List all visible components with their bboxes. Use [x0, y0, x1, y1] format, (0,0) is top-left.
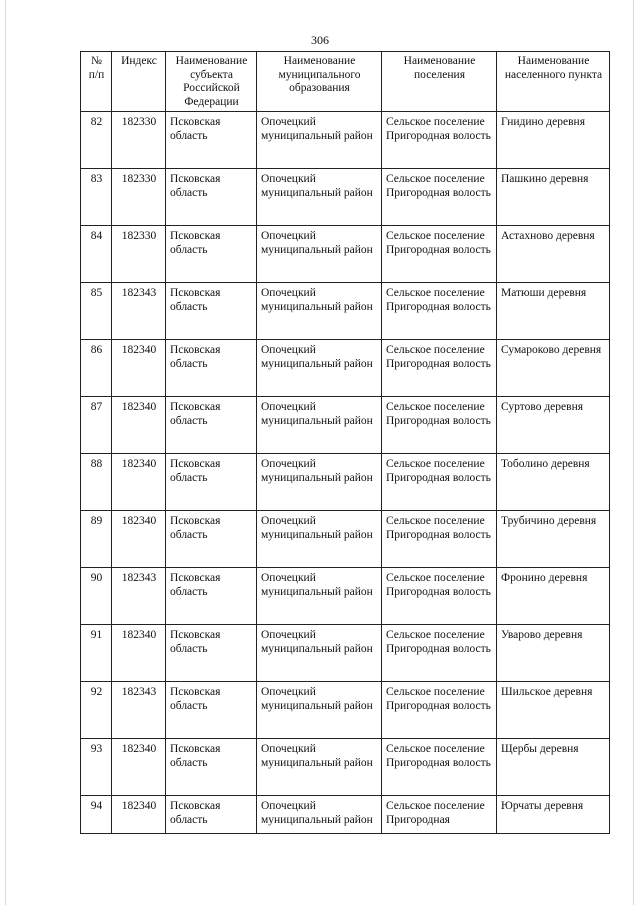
- cell-subject: Псковская область: [166, 226, 257, 283]
- header-settlement: Наименование поселения: [382, 52, 497, 112]
- cell-index: 182340: [112, 625, 166, 682]
- cell-settlement: Сельское поселение Пригородная волость: [382, 226, 497, 283]
- cell-num: 89: [81, 511, 112, 568]
- cell-municipal: Опочецкий муниципальный район: [257, 568, 382, 625]
- cell-settlement: Сельское поселение Пригородная волость: [382, 511, 497, 568]
- cell-locality: Астахново деревня: [497, 226, 610, 283]
- cell-municipal: Опочецкий муниципальный район: [257, 796, 382, 834]
- cell-index: 182340: [112, 454, 166, 511]
- cell-municipal: Опочецкий муниципальный район: [257, 739, 382, 796]
- cell-subject: Псковская область: [166, 340, 257, 397]
- cell-index: 182330: [112, 112, 166, 169]
- cell-settlement: Сельское поселение Пригородная волость: [382, 169, 497, 226]
- cell-index: 182340: [112, 340, 166, 397]
- cell-index: 182343: [112, 682, 166, 739]
- cell-locality: Шильское деревня: [497, 682, 610, 739]
- cell-municipal: Опочецкий муниципальный район: [257, 340, 382, 397]
- cell-subject: Псковская область: [166, 739, 257, 796]
- cell-settlement: Сельское поселение Пригородная волость: [382, 682, 497, 739]
- table-row: [81, 568, 610, 625]
- header-municipal: Наименование муниципального образования: [257, 52, 382, 112]
- cell-municipal: Опочецкий муниципальный район: [257, 454, 382, 511]
- cell-num: 86: [81, 340, 112, 397]
- cell-subject: Псковская область: [166, 112, 257, 169]
- cell-index: 182330: [112, 226, 166, 283]
- table-row: [81, 511, 610, 568]
- table-row: [81, 625, 610, 682]
- cell-index: 182340: [112, 796, 166, 834]
- cell-subject: Псковская область: [166, 796, 257, 834]
- header-num: № п/п: [81, 52, 112, 112]
- cell-subject: Псковская область: [166, 169, 257, 226]
- cell-settlement: Сельское поселение Пригородная волость: [382, 112, 497, 169]
- cell-municipal: Опочецкий муниципальный район: [257, 283, 382, 340]
- table-row: [81, 454, 610, 511]
- cell-subject: Псковская область: [166, 454, 257, 511]
- cell-index: 182343: [112, 568, 166, 625]
- cell-num: 83: [81, 169, 112, 226]
- cell-locality: Сумароково деревня: [497, 340, 610, 397]
- cell-municipal: Опочецкий муниципальный район: [257, 682, 382, 739]
- cell-locality: Трубичино деревня: [497, 511, 610, 568]
- cell-settlement: Сельское поселение Пригородная волость: [382, 283, 497, 340]
- cell-subject: Псковская область: [166, 283, 257, 340]
- table-row: [81, 796, 610, 834]
- cell-num: 91: [81, 625, 112, 682]
- cell-index: 182343: [112, 283, 166, 340]
- cell-settlement: Сельское поселение Пригородная волость: [382, 625, 497, 682]
- cell-subject: Псковская область: [166, 511, 257, 568]
- scan-edge-left: [5, 0, 6, 905]
- cell-locality: Тоболино деревня: [497, 454, 610, 511]
- cell-settlement: Сельское поселение Пригородная волость: [382, 568, 497, 625]
- cell-locality: Фронино деревня: [497, 568, 610, 625]
- cell-subject: Псковская область: [166, 397, 257, 454]
- cell-municipal: Опочецкий муниципальный район: [257, 511, 382, 568]
- cell-num: 82: [81, 112, 112, 169]
- cell-index: 182340: [112, 511, 166, 568]
- cell-locality: Пашкино деревня: [497, 169, 610, 226]
- cell-index: 182340: [112, 397, 166, 454]
- table-row: [81, 169, 610, 226]
- cell-settlement: Сельское поселение Пригородная: [382, 796, 497, 834]
- cell-num: 92: [81, 682, 112, 739]
- page-number: 306: [311, 33, 329, 47]
- cell-locality: Уварово деревня: [497, 625, 610, 682]
- table-header-row: [81, 52, 610, 112]
- table-row: [81, 682, 610, 739]
- cell-municipal: Опочецкий муниципальный район: [257, 625, 382, 682]
- table-row: [81, 112, 610, 169]
- cell-locality: Матюши деревня: [497, 283, 610, 340]
- table-row: [81, 739, 610, 796]
- cell-num: 85: [81, 283, 112, 340]
- cell-num: 88: [81, 454, 112, 511]
- locality-table: [80, 51, 610, 834]
- cell-subject: Псковская область: [166, 625, 257, 682]
- cell-num: 84: [81, 226, 112, 283]
- cell-municipal: Опочецкий муниципальный район: [257, 397, 382, 454]
- cell-num: 93: [81, 739, 112, 796]
- cell-settlement: Сельское поселение Пригородная волость: [382, 454, 497, 511]
- cell-num: 87: [81, 397, 112, 454]
- header-locality: Наименование населенного пункта: [497, 52, 610, 112]
- scan-edge-right: [633, 0, 634, 905]
- cell-subject: Псковская область: [166, 568, 257, 625]
- table-row: [81, 397, 610, 454]
- cell-settlement: Сельское поселение Пригородная волость: [382, 340, 497, 397]
- cell-municipal: Опочецкий муниципальный район: [257, 169, 382, 226]
- cell-num: 94: [81, 796, 112, 834]
- cell-municipal: Опочецкий муниципальный район: [257, 112, 382, 169]
- cell-settlement: Сельское поселение Пригородная волость: [382, 397, 497, 454]
- cell-municipal: Опочецкий муниципальный район: [257, 226, 382, 283]
- cell-locality: Суртово деревня: [497, 397, 610, 454]
- cell-locality: Гнидино деревня: [497, 112, 610, 169]
- table-row: [81, 340, 610, 397]
- table-row: [81, 226, 610, 283]
- cell-locality: Юрчаты деревня: [497, 796, 610, 834]
- header-subject: Наименование субъекта Российской Федерации: [166, 52, 257, 112]
- cell-index: 182330: [112, 169, 166, 226]
- cell-index: 182340: [112, 739, 166, 796]
- cell-num: 90: [81, 568, 112, 625]
- header-index: Индекс: [112, 52, 166, 112]
- cell-settlement: Сельское поселение Пригородная волость: [382, 739, 497, 796]
- cell-locality: Щербы деревня: [497, 739, 610, 796]
- cell-subject: Псковская область: [166, 682, 257, 739]
- table-row: [81, 283, 610, 340]
